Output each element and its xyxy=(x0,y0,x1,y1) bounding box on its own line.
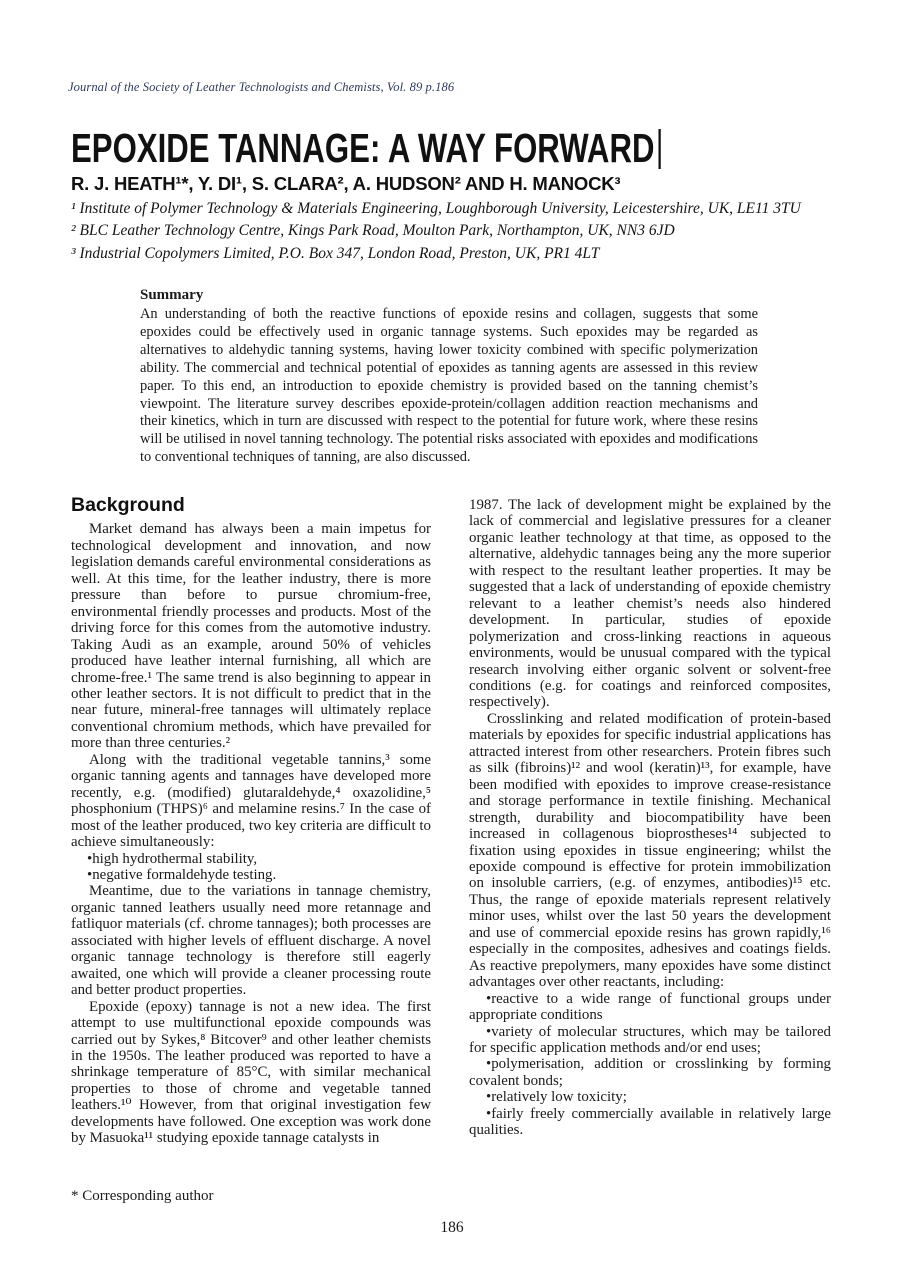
bullet-item: • relatively low toxicity; xyxy=(469,1089,831,1105)
article-title-text-wrap xyxy=(71,126,661,170)
bullet-item: • reactive to a wide range of functional groups under appropriate conditions xyxy=(469,991,831,1024)
summary-heading: Summary xyxy=(140,287,204,303)
page-number: 186 xyxy=(440,1219,464,1236)
left-bullet-list xyxy=(71,851,431,884)
corresponding-author-footnote: * Corresponding author xyxy=(71,1188,214,1204)
right-paragraph-2: Crosslinking and related modification of protein-based materials by epoxides for specific industrial applications has attracted interest from other researchers. Protein fibres such as silk (fibroins)¹² and wool (keratin)¹³, for example, have been modified with epoxides to improve crease-resistance and storage performance in textile finishing. Mechanical strength, durability and biocompatibility have been increased in collagenous bioprostheses¹⁴ subjected to fixation using epoxides in tissue engineering; whilst the epoxide compound is effective for protein immobilization on insoluble carriers, (e.g. of enzymes, antibodies)¹⁵ etc. Thus, the range of epoxide materials represent relatively minor uses, whilst over the last 50 years the development and use of commercial epoxide resins has grown rapidly,¹⁶ especially in the composites, adhesives and coatings fields. As reactive prepolymers, many epoxides have some distinct advantages over other reactants, including: xyxy=(469,710,831,991)
right-paragraph-1: 1987. The lack of development might be explained by the lack of commercial and legislative pressures for a cleaner organic leather technology at that time, as opposed to the alternative, aldehydic tannages being any the more superior with respect to the resultant leather properties. It may be suggested that a lack of understanding of epoxide chemistry relevant to a leather chemist’s needs also hindered development. In particular, studies of epoxide polymerization and cross-linking reactions in aqueous environments, would be unusual compared with the typical research involving either organic solvent or solvent-free conditions (e.g. for coatings and reinforced composites, respectively). xyxy=(469,497,831,711)
bullet-item: • negative formaldehyde testing. xyxy=(87,867,431,883)
summary-text: An understanding of both the reactive functions of epoxide resins and collagen, suggests that some epoxides could be effectively used in organic tannage systems. Such epoxides may be regarded as alternatives to aldehydic tanning systems, having lower toxicity combined with specific polymerization ability. The commercial and technical potential of epoxides as tanning agents are assessed in this review paper. To this end, an introduction to epoxide chemistry is provided based on the tanning chemist’s viewpoint. The literature survey describes epoxide-protein/collagen addition reaction mechanisms and their kinetics, which in turn are discussed with respect to the potential for future work, where these resins will be utilised in novel tanning technology. The potential risks associated with epoxides and modifications to conventional techniques of tanning, are also discussed. xyxy=(140,306,758,466)
authors-line: R. J. HEATH¹*, Y. DI¹, S. CLARA², A. HUDSON² AND H. MANOCK³ xyxy=(71,173,621,194)
bullet-item: • polymerisation, addition or crosslinking by forming covalent bonds; xyxy=(469,1056,831,1089)
bullet-item: • high hydrothermal stability, xyxy=(87,851,431,867)
article-title-text[interactable]: EPOXIDE TANNAGE: A WAY FORWARD xyxy=(71,125,655,171)
right-column xyxy=(469,497,831,1147)
affiliations xyxy=(71,198,801,265)
text-cursor xyxy=(658,129,660,169)
affiliation-1: ¹ Institute of Polymer Technology & Materials Engineering, Loughborough University, Leicestershire, UK, LE11 3TU xyxy=(71,200,801,217)
bullet-item: • fairly freely commercially available in relatively large qualities. xyxy=(469,1106,831,1139)
left-paragraph-1: Market demand has always been a main impetus for technological development and innovation, and now legislation demands careful environmental considerations as well. At this time, for the leather industry, there is more pressure than before to pursue chromium-free, environmental friendly processes and products. Most of the driving force for this comes from the automotive industry. Taking Audi as an example, around 50% of vehicles produced have leather internal furnishing, all which are chrome-free.¹ The same trend is also beginning to appear in other leather sectors. It is not difficult to predict that in the near future, mineral-free tannages will ultimately replace conventional chromium methods, which have prevailed for more than three centuries.² xyxy=(71,521,431,752)
affiliation-2: ² BLC Leather Technology Centre, Kings Park Road, Moulton Park, Northampton, UK, NN3 6JD xyxy=(71,222,675,240)
section-heading-background: Background xyxy=(71,494,185,516)
journal-header: Journal of the Society of Leather Technologists and Chemists, Vol. 89 p.186 xyxy=(68,80,455,94)
summary-block xyxy=(140,287,758,467)
affiliation-3: ³ Industrial Copolymers Limited, P.O. Box 347, London Road, Preston, UK, PR1 4LT xyxy=(71,244,600,262)
left-column xyxy=(71,494,431,1147)
left-paragraph-3: Meantime, due to the variations in tannage chemistry, organic tanned leathers usually need more retannage and fatliquor materials (cf. chrome tannages); both processes are associated with higher levels of effluent discharge. A novel organic tannage technology is therefore still eagerly awaited, one which will provide a cleaner processing route and better product properties. xyxy=(71,883,431,999)
bullet-item: • variety of molecular structures, which may be tailored for specific application methods and/or end uses; xyxy=(469,1024,831,1057)
left-paragraph-2: Along with the traditional vegetable tannins,³ some organic tanning agents and tannages have developed more recently, e.g. (modified) glutaraldehyde,⁴ oxazolidine,⁵ phosphonium (THPS)⁶ and melamine resins.⁷ In the case of most of the leather produced, two key criteria are difficult to achieve simultaneously: xyxy=(71,751,431,851)
body-columns xyxy=(71,494,833,1147)
article-title xyxy=(71,126,847,170)
left-paragraph-4: Epoxide (epoxy) tannage is not a new idea. The first attempt to use multifunctional epoxide compounds was carried out by Sykes,⁸ Bitcover⁹ and other leather chemists in the 1950s. The leather produced was reported to have a shrinkage temperature of 85°C, with similar mechanical properties to those of chrome and vegetable tanned leathers.¹⁰ However, from that original investigation few developments have followed. One exception was work done by Masuoka¹¹ studying epoxide tannage catalysts in xyxy=(71,998,431,1147)
